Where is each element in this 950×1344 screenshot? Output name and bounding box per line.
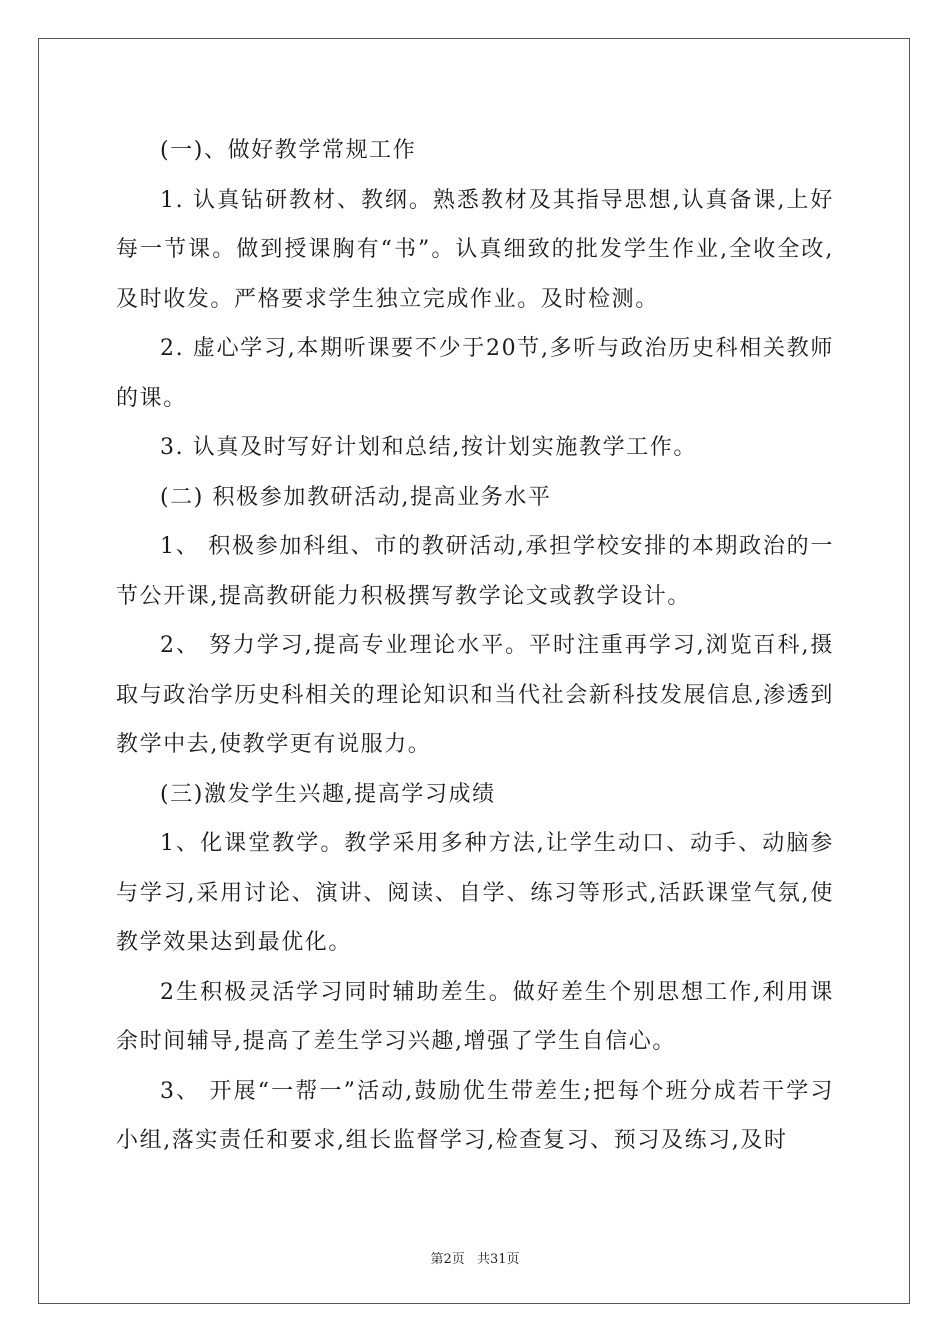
paragraph: 2、 努力学习,提高专业理论水平。平时注重再学习,浏览百科,摄取与政治学历史科相关的理论知识和当代社会新科技发展信息,渗透到教学中去,使教学更有说服力。	[116, 633, 834, 757]
paragraph: 1、化课堂教学。教学采用多种方法,让学生动口、动手、动脑参与学习,采用讨论、演讲、阅读、自学、练习等形式,活跃课堂气氛,使教学效果达到最优化。	[116, 831, 834, 955]
paragraph: 1. 认真钻研教材、教纲。熟悉教材及其指导思想,认真备课,上好每一节课。做到授课胸有“书”。认真细致的批发学生作业,全收全改,及时收发。严格要求学生独立完成作业。及时检测。	[116, 187, 834, 312]
page-footer	[0, 1248, 950, 1267]
page-total: 共31页	[476, 1252, 520, 1267]
paragraph: 2生积极灵活学习同时辅助差生。做好差生个别思想工作,利用课余时间辅导,提高了差生学习兴趣,增强了学生自信心。	[116, 979, 834, 1054]
paragraph: 3. 认真及时写好计划和总结,按计划实施教学工作。	[160, 435, 697, 460]
section-heading-1: (一)、做好教学常规工作	[160, 138, 417, 163]
page-number: 第2页	[430, 1252, 465, 1267]
section-heading-3: (三)激发学生兴趣,提高学习成绩	[160, 781, 496, 807]
document-body	[116, 126, 834, 1166]
paragraph: 1、 积极参加科组、市的教研活动,承担学校安排的本期政治的一节公开课,提高教研能力积极撰写教学论文或教学设计。	[116, 534, 834, 609]
paragraph: 3、 开展“一帮一”活动,鼓励优生带差生;把每个班分成若干学习小组,落实责任和要求,组长监督学习,检查复习、预习及练习,及时	[116, 1078, 834, 1153]
section-heading-2: (二) 积极参加教研活动,提高业务水平	[160, 484, 552, 510]
paragraph: 2. 虚心学习,本期听课要不少于20节,多听与政治历史科相关教师的课。	[116, 336, 834, 411]
